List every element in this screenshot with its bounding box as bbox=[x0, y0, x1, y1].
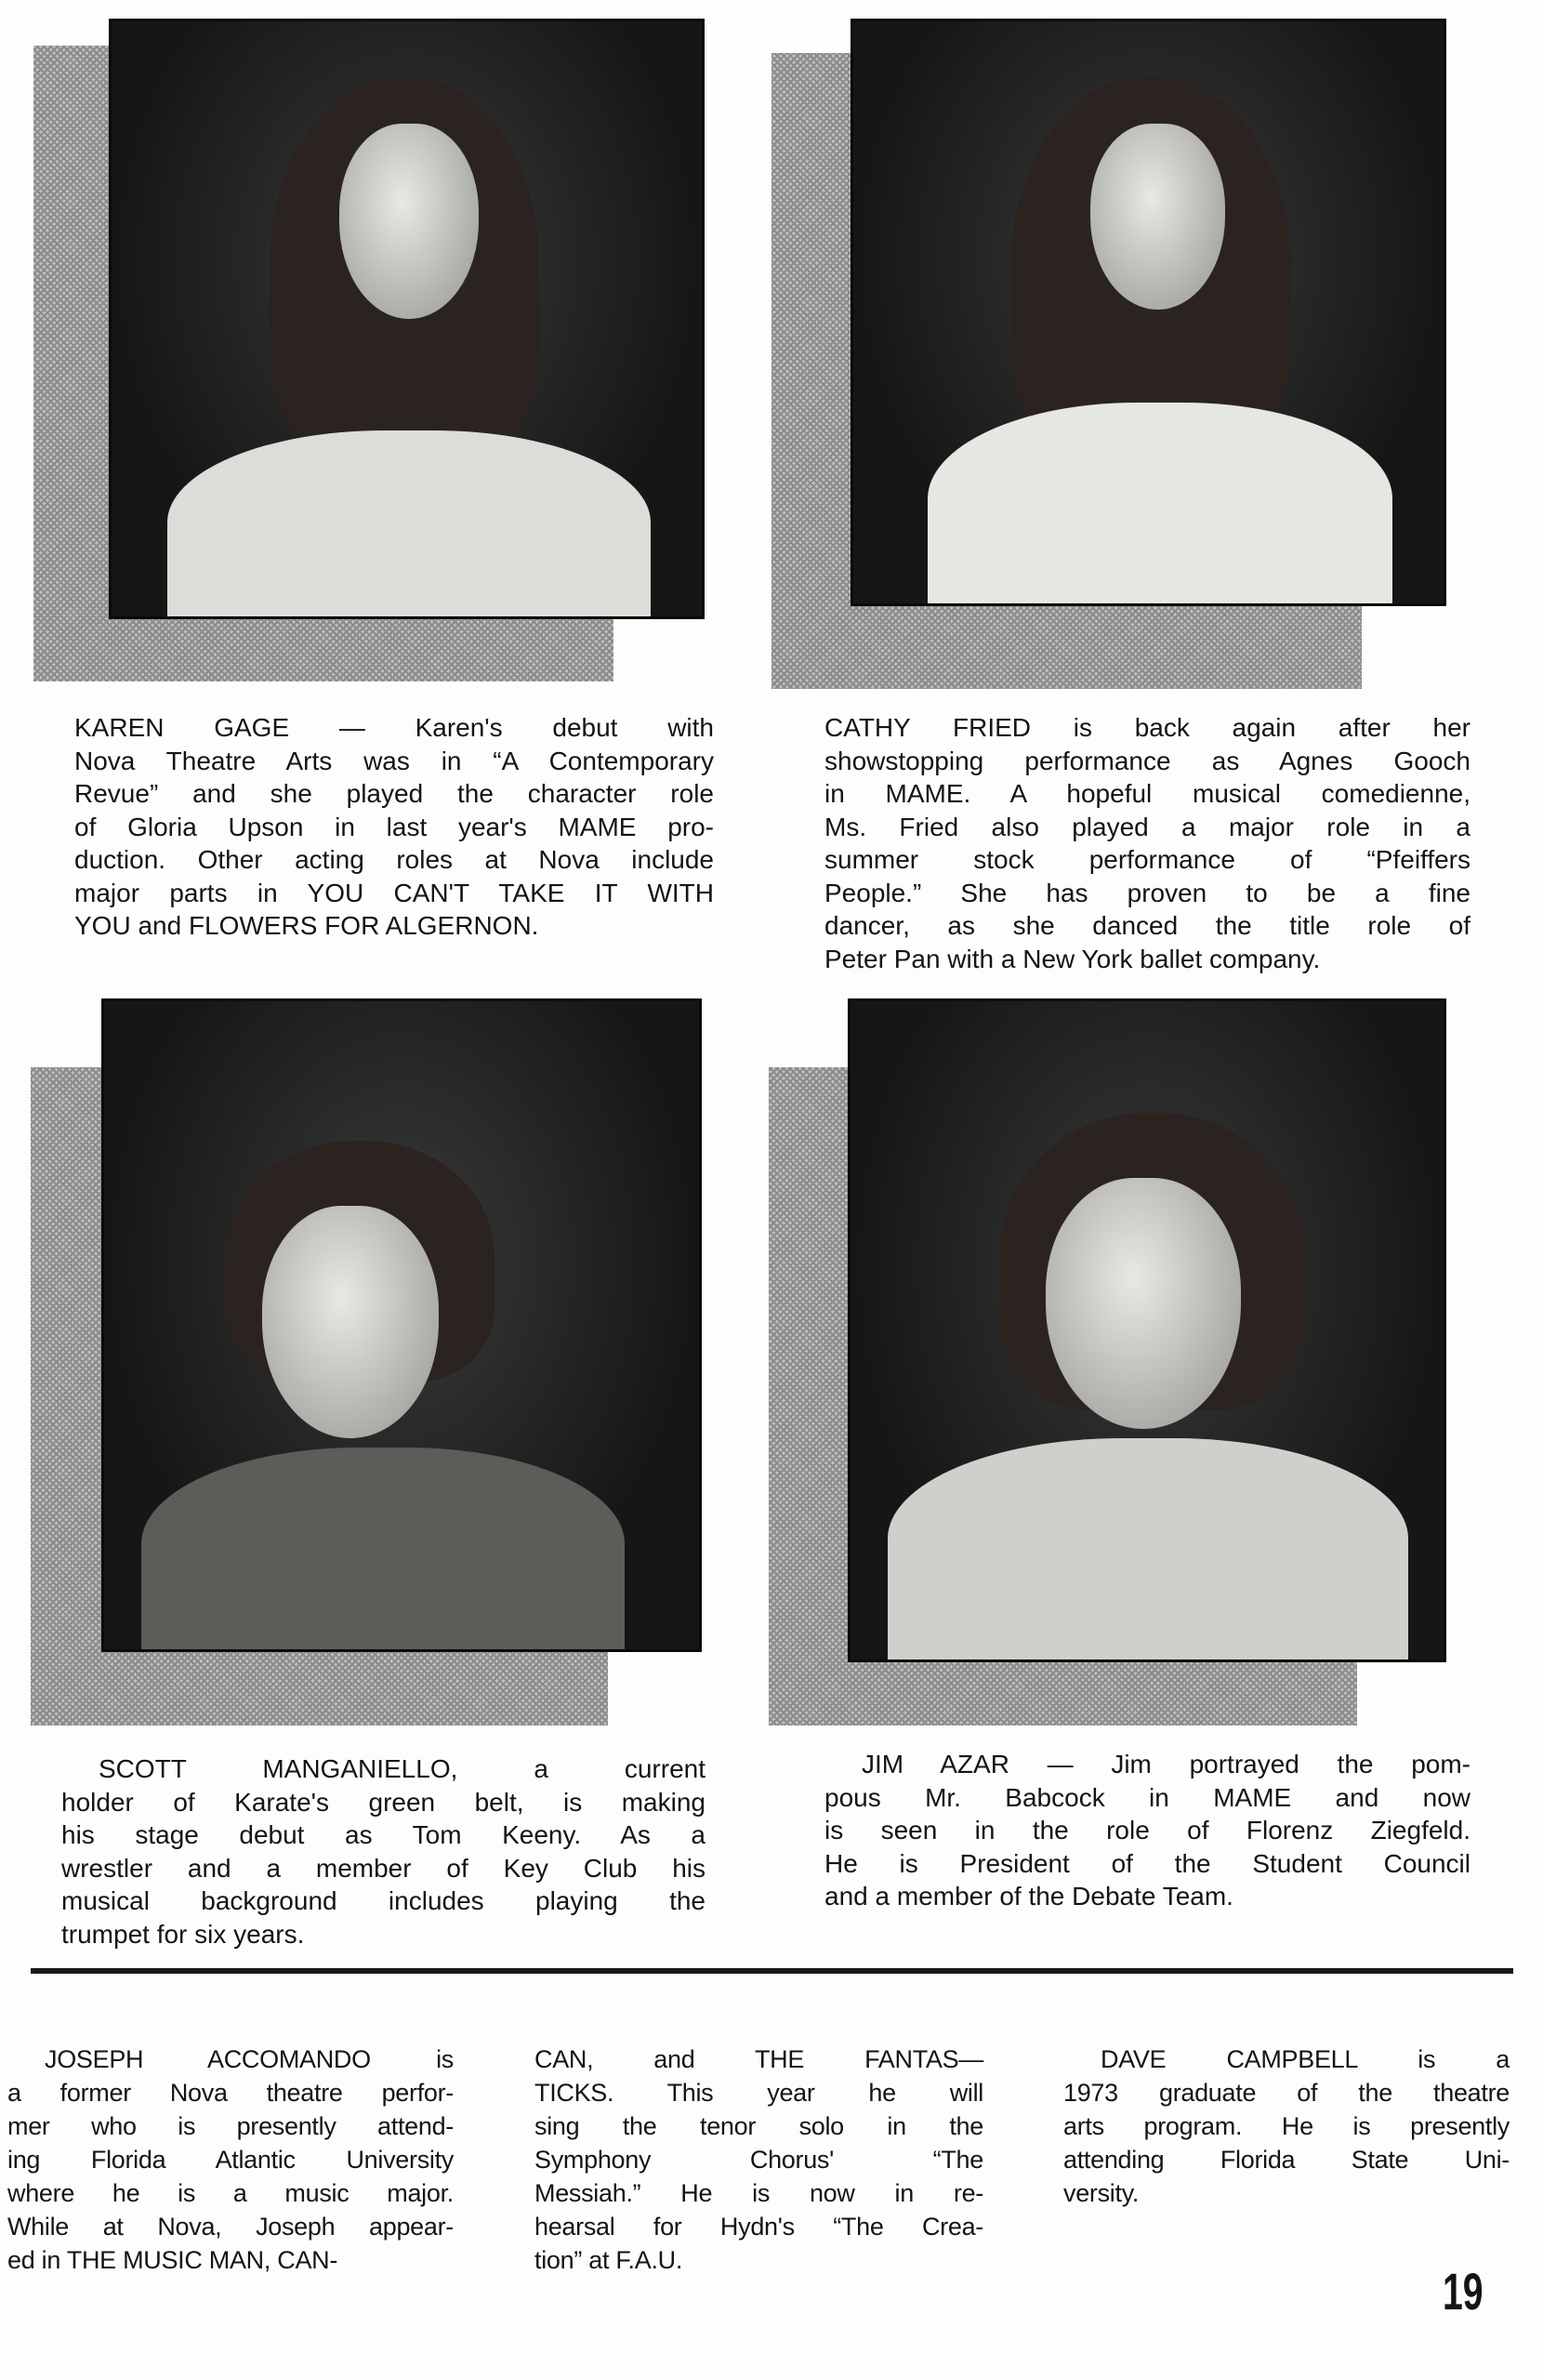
divider-rule bbox=[31, 1968, 1513, 1974]
text-line: JIM AZAR — Jim portrayed the pom- bbox=[862, 1750, 1470, 1778]
text-line: Symphony Chorus' “The bbox=[534, 2146, 983, 2174]
text-line: hearsal for Hydn's “The Crea- bbox=[534, 2213, 983, 2241]
text-line: arts program. He is presently bbox=[1063, 2112, 1510, 2140]
text-line: ing Florida Atlantic University bbox=[7, 2146, 454, 2174]
text-line: 1973 graduate of the theatre bbox=[1063, 2079, 1510, 2107]
text-line: CAN, and THE FANTAS— bbox=[534, 2045, 983, 2073]
portrait-jim-azar bbox=[848, 998, 1446, 1662]
portrait-karen-gage bbox=[109, 19, 705, 619]
text-line: Revue” and she played the character role bbox=[74, 779, 714, 808]
text-line: He is President of the Student Council bbox=[824, 1848, 1470, 1878]
text-line: Ms. Fried also played a major role in a bbox=[824, 812, 1470, 841]
caption-scott-manganiello bbox=[61, 1752, 706, 1950]
text-line: Peter Pan with a New York ballet company. bbox=[824, 944, 1321, 973]
text-line: where he is a music major. bbox=[7, 2179, 454, 2207]
text-line: pous Mr. Babcock in MAME and now bbox=[824, 1782, 1470, 1812]
text-line: in MAME. A hopeful musical comedienne, bbox=[824, 779, 1470, 808]
text-line: wrestler and a member of Key Club his bbox=[61, 1853, 706, 1883]
text-line: Nova Theatre Arts was in “A Contemporary bbox=[74, 746, 714, 775]
text-line: trumpet for six years. bbox=[61, 1919, 305, 1949]
column-joseph-accomando bbox=[7, 2043, 454, 2277]
column-joseph-accomando-continued bbox=[534, 2043, 983, 2277]
text-line: summer stock performance of “Pfeiffers bbox=[824, 845, 1470, 874]
caption-cathy-fried bbox=[824, 711, 1470, 975]
text-line: a former Nova theatre perfor- bbox=[7, 2079, 454, 2107]
text-line: sing the tenor solo in the bbox=[534, 2112, 983, 2140]
text-line: ed in THE MUSIC MAN, CAN- bbox=[7, 2246, 338, 2274]
text-line: Messiah.” He is now in re- bbox=[534, 2179, 983, 2207]
text-line: SCOTT MANGANIELLO, a current bbox=[99, 1754, 706, 1783]
portrait-cathy-fried bbox=[851, 19, 1446, 606]
text-line: mer who is presently attend- bbox=[7, 2112, 454, 2140]
text-line: holder of Karate's green belt, is making bbox=[61, 1787, 706, 1817]
text-line: CATHY FRIED is back again after her bbox=[824, 713, 1470, 742]
column-dave-campbell bbox=[1063, 2043, 1510, 2210]
portrait-scott-manganiello bbox=[101, 998, 702, 1652]
text-line: and a member of the Debate Team. bbox=[824, 1882, 1233, 1911]
text-line: KAREN GAGE — Karen's debut with bbox=[74, 713, 714, 742]
text-line: attending Florida State Uni- bbox=[1063, 2146, 1510, 2174]
text-line: DAVE CAMPBELL is a bbox=[1101, 2045, 1510, 2073]
text-line: JOSEPH ACCOMANDO is bbox=[45, 2045, 454, 2073]
text-line: versity. bbox=[1063, 2179, 1140, 2207]
text-line: While at Nova, Joseph appear- bbox=[7, 2213, 454, 2241]
text-line: dancer, as she danced the title role of bbox=[824, 911, 1470, 940]
caption-jim-azar bbox=[824, 1748, 1470, 1913]
text-line: of Gloria Upson in last year's MAME pro- bbox=[74, 812, 714, 841]
text-line: is seen in the role of Florenz Ziegfeld. bbox=[824, 1816, 1470, 1844]
text-line: major parts in YOU CAN'T TAKE IT WITH bbox=[74, 878, 714, 907]
caption-karen-gage bbox=[74, 711, 714, 943]
text-line: his stage debut as Tom Keeny. As a bbox=[61, 1820, 706, 1849]
text-line: tion” at F.A.U. bbox=[534, 2246, 683, 2274]
text-line: YOU and FLOWERS FOR ALGERNON. bbox=[74, 911, 539, 940]
text-line: duction. Other acting roles at Nova include bbox=[74, 845, 714, 874]
page-number: 19 bbox=[1443, 2262, 1484, 2320]
text-line: TICKS. This year he will bbox=[534, 2079, 983, 2107]
text-line: People.” She has proven to be a fine bbox=[824, 878, 1470, 907]
text-line: musical background includes playing the bbox=[61, 1886, 706, 1915]
text-line: showstopping performance as Agnes Gooch bbox=[824, 746, 1470, 775]
